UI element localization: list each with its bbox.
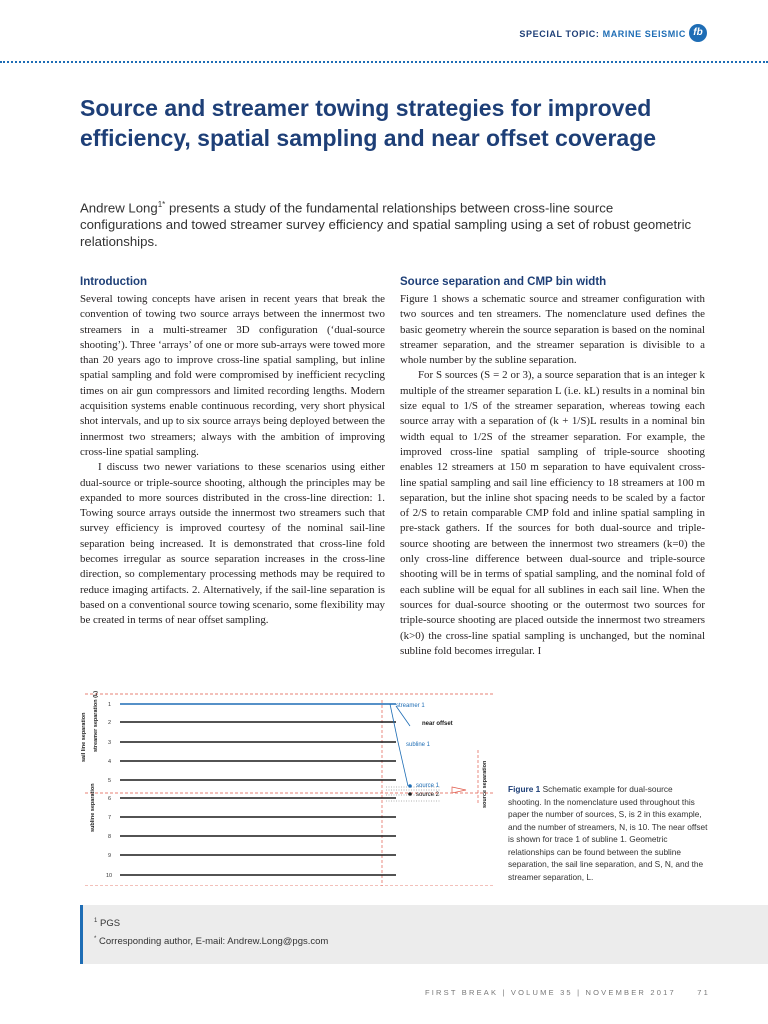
footnote-mark: * bbox=[94, 936, 97, 942]
footnote-affiliation bbox=[94, 918, 120, 929]
footnote-affiliation-text: PGS bbox=[97, 918, 121, 930]
introduction-heading: Introduction bbox=[80, 276, 148, 288]
footnote-email-text: Corresponding author, E-mail: Andrew.Long@pgs.com bbox=[96, 936, 329, 948]
near-offset-pointer bbox=[396, 706, 410, 726]
label-source-2: source 2 bbox=[416, 792, 440, 798]
source-1-marker bbox=[408, 784, 412, 788]
page-number: 71 bbox=[697, 988, 710, 997]
first-break-logo: fb bbox=[689, 24, 707, 42]
section-paragraph-1: Figure 1 shows a schematic source and streamer configuration with two sources and ten streamers. The nomenclature used defines the basic geometry wherein the source separation is based on the nominal streamer separation, and the streamer separation is divisible to a whole number by the subline separation. bbox=[400, 293, 705, 367]
author-superscript: 1* bbox=[157, 200, 166, 209]
footnote-corresponding-author bbox=[94, 936, 328, 947]
label-sail-line-separation: sail line separation bbox=[81, 712, 87, 762]
footnote-box bbox=[80, 905, 768, 964]
label-streamer-separation: streamer separation (L) bbox=[93, 690, 99, 752]
streamer-number: 5 bbox=[108, 778, 112, 784]
caption-text: Schematic example for dual-source shooting. In the nomenclature used throughout this paper the number of sources, S, is 2 in this example, and the number of streamers, N, is 10. The near offset is shown for trace 1 of subline 1. Geometric relationships can be found between the subline separation, the sail line separation, and S, N, and the streamer separation, L. bbox=[508, 784, 708, 882]
streamer-number: 6 bbox=[108, 796, 112, 802]
source-2-marker bbox=[408, 792, 412, 796]
article-title: Source and streamer towing strategies for improved efficiency, spatial sampling and near offset coverage bbox=[80, 95, 657, 151]
streamer-number: 1 bbox=[108, 702, 112, 708]
introduction-paragraph-2: I discuss two newer variations to these scenarios using either dual-source or triple-source shooting, although the principles may be expanded to more sources distributed in the cross-line direction: 1. Towing source arrays outside the innermost two streamers such that survey efficiency is improved courtesy of the nominal sail-line separation being increased. It is demonstrated that cross-line fold becomes irregular as source separation increases in the cross-line direction, so complementary processing methods may be required to reduce imaging artifacts. 2. Alternatively, if the sail-line separation is based on a conventional source towing scenario, some flexibility may be created in terms of near offset sampling. bbox=[80, 461, 385, 627]
header-divider bbox=[0, 61, 768, 63]
label-near-offset: near offset bbox=[422, 721, 453, 727]
column-left bbox=[80, 276, 385, 629]
streamer-number: 4 bbox=[108, 759, 112, 765]
label-source-1: source 1 bbox=[416, 783, 440, 789]
label-subline-1: subline 1 bbox=[406, 742, 431, 748]
streamer-number: 2 bbox=[108, 720, 112, 726]
label-streamer-1: streamer 1 bbox=[396, 703, 425, 709]
article-lead bbox=[80, 196, 692, 250]
label-subline-separation: subline separation bbox=[90, 783, 96, 832]
topic-label: SPECIAL TOPIC: bbox=[519, 29, 603, 39]
special-topic-header bbox=[519, 29, 686, 39]
streamer-number: 3 bbox=[108, 740, 112, 746]
column-right bbox=[400, 276, 705, 659]
offset-path bbox=[390, 704, 398, 742]
streamer-number: 8 bbox=[108, 834, 112, 840]
figure-1-diagram bbox=[80, 690, 500, 886]
offset-path bbox=[398, 742, 408, 786]
label-source-separation: source separation bbox=[482, 760, 488, 808]
tow-arrow-icon bbox=[452, 787, 466, 793]
section-paragraph-2: For S sources (S = 2 or 3), a source separation that is an integer k multiple of the streamer separation L (i.e. kL) results in a nominal bin size equal to 1/S of the streamer separation, whereas towing each source array with a separation of (k + 1/S)L results in a nominal bin width equal to 1/2S of the streamer separation. For example, the improved cross-line spatial sampling of triple-source shooting enables 12 streamers at 150 m separation to have equivalent cross-line spatial sampling and sail line efficiency to 18 streamers at 100 m separation, but the inline shot spacing needs to be scaled by a factor of 2/S to retain comparable CMP fold and inline spatial sampling in pre-stack gathers. If the sources for both dual-source and triple-source shooting are between the innermost two streamers (k=0) the only cross-line difference between dual-source and triple-source shooting will be in terms of spatial sampling, and the nominal fold of each subline will be equal for all sublines in each sail line. When the sources for dual-source shooting or the outermost two sources for triple-source shooting are placed outside the innermost two streamers (k>0) the cross-line spatial sampling is unchanged, but the nominal subline fold becomes irregular. I bbox=[400, 369, 705, 657]
streamer-number: 7 bbox=[108, 815, 112, 821]
streamer-number: 9 bbox=[108, 853, 112, 859]
topic-name: MARINE SEISMIC bbox=[602, 29, 686, 39]
figure-1-caption bbox=[508, 783, 708, 883]
section-heading-source-separation: Source separation and CMP bin width bbox=[400, 276, 607, 288]
footnote-mark: 1 bbox=[94, 918, 98, 924]
caption-label: Figure 1 bbox=[508, 784, 541, 794]
page-footer bbox=[425, 988, 710, 997]
journal-info: FIRST BREAK | VOLUME 35 | NOVEMBER 2017 bbox=[424, 988, 676, 997]
streamer-number: 10 bbox=[106, 873, 113, 879]
introduction-paragraph-1: Several towing concepts have arisen in recent years that break the convention of towing two source arrays between the innermost two streamers in a multi-streamer 3D configuration (‘dual-source shooting’). Three ‘arrays’ of one or more sub-arrays were towed more than 20 years ago to improve cross-line spatial sampling, but inline spatial sampling and fold were compromised by inefficient recycling times on air gun compressors and limited recording lengths. Modern acquisition systems enable continuous recording, very short physical shot intervals, and up to six source arrays being deployed between the innermost two streamers; always with the ambition of improving cross-line spatial sampling. bbox=[80, 293, 385, 458]
lead-text: presents a study of the fundamental relationships between cross-line source configurations and towed streamer survey efficiency and spatial sampling using a set of robust geometric relationships. bbox=[80, 200, 692, 250]
author-name: Andrew Long bbox=[80, 200, 158, 216]
